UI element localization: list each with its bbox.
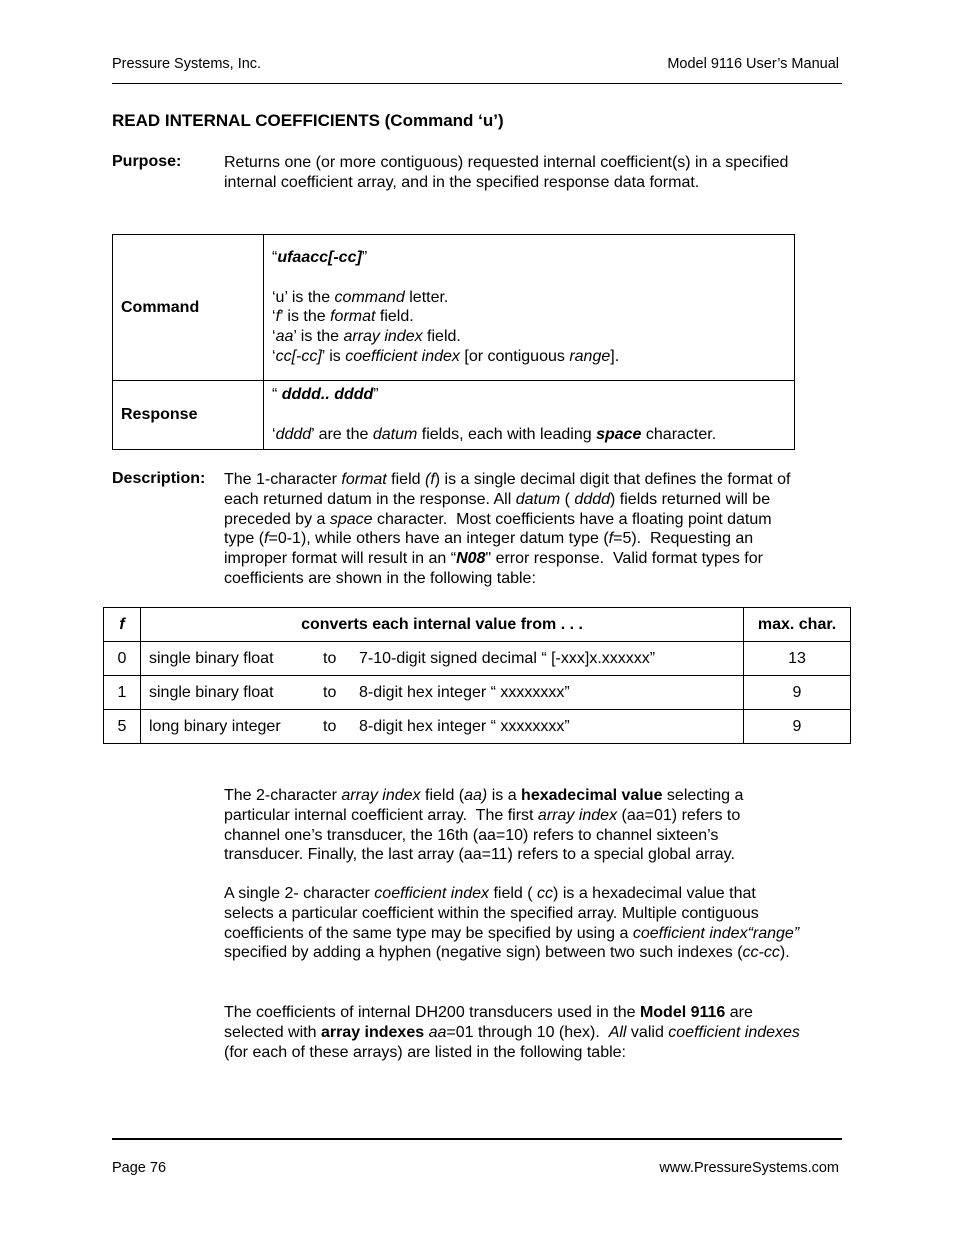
description-line: preceded by a space character. Most coefficients have a floating point datum (224, 510, 772, 528)
command-desc-line: ‘cc[-cc]’ is coefficient index [or contiguous range]. (272, 347, 620, 365)
command-table (112, 234, 795, 450)
paragraph-line: selects a particular coefficient within the specified array. Multiple contiguous (224, 904, 759, 922)
dh200-paragraph (224, 1003, 846, 1062)
header-manual-title: Model 9116 User’s Manual (667, 56, 839, 72)
header-converts: converts each internal value from . . . (141, 608, 744, 642)
paragraph-line: specified by adding a hyphen (negative sign) between two such indexes (cc-cc). (224, 944, 790, 962)
row-max: 9 (744, 676, 851, 710)
response-syntax: dddd.. dddd (277, 386, 374, 403)
row-conversion: long binary integer to 8-digit hex integer “ xxxxxxxx” (141, 710, 744, 744)
description-text (224, 470, 846, 589)
row-f: 1 (104, 676, 141, 710)
paragraph-line: The coefficients of internal DH200 transducers used in the Model 9116 are (224, 1004, 753, 1021)
description-line: type (f=0-1), while others have an integer datum type (f=5). Requesting an (224, 530, 754, 548)
paragraph-line: transducer. Finally, the last array (aa=11) refers to a special global array. (224, 846, 735, 864)
coefficient-index-paragraph (224, 884, 846, 963)
paragraph-line: channel one’s transducer, the 16th (aa=10) refers to channel sixteen’s (224, 826, 719, 844)
header-max-char: max. char. (744, 608, 851, 642)
response-syntax-line: “ dddd.. dddd” (272, 386, 379, 403)
table-row (104, 642, 851, 676)
row-f: 0 (104, 642, 141, 676)
description-line: improper format will result in an “N08" error response. Valid format types for (224, 550, 763, 568)
row-f: 5 (104, 710, 141, 744)
section-title: READ INTERNAL COEFFICIENTS (Command ‘u’) (112, 111, 504, 130)
row-max: 9 (744, 710, 851, 744)
response-desc-line: ‘dddd’ are the datum fields, each with leading space character. (272, 425, 717, 443)
response-label: Response (113, 381, 264, 450)
paragraph-line: particular internal coefficient array. The first array index (aa=01) refers to (224, 806, 741, 824)
paragraph-line: selected with array indexes aa=01 through 10 (hex). All valid coefficient indexes (224, 1023, 800, 1041)
paragraph-line: (for each of these arrays) are listed in the following table: (224, 1043, 626, 1061)
footer-website: www.PressureSystems.com (659, 1160, 839, 1176)
format-table (103, 607, 851, 744)
footer-rule (112, 1138, 842, 1140)
command-syntax-line: “ufaacc[-cc]” (272, 249, 368, 266)
command-desc-line: ‘f’ is the format field. (272, 308, 414, 326)
command-syntax: ufaacc[-cc] (277, 249, 362, 266)
description-line: The 1-character format field (f) is a single decimal digit that defines the format of (224, 471, 791, 488)
description-line: each returned datum in the response. All datum ( dddd) fields returned will be (224, 490, 771, 508)
row-max: 13 (744, 642, 851, 676)
array-index-paragraph (224, 786, 846, 865)
paragraph-line: The 2-character array index field (aa) is a hexadecimal value selecting a (224, 787, 744, 804)
command-row (113, 235, 795, 381)
description-label: Description: (112, 470, 206, 487)
command-cell (264, 235, 795, 381)
command-desc-line: ‘aa’ is the array index field. (272, 328, 461, 346)
paragraph-line: A single 2- character coefficient index field ( cc) is a hexadecimal value that (224, 885, 756, 902)
command-label: Command (113, 235, 264, 381)
row-conversion: single binary float to 8-digit hex integer “ xxxxxxxx” (141, 676, 744, 710)
purpose-label: Purpose: (112, 153, 182, 170)
header-f: f (119, 615, 125, 633)
header-company: Pressure Systems, Inc. (112, 56, 262, 72)
purpose-line: internal coefficient array, and in the specified response data format. (224, 173, 700, 191)
paragraph-line: coefficients of the same type may be specified by using a coefficient index“range” (224, 924, 800, 942)
command-desc-line: ‘u’ is the command letter. (272, 288, 449, 306)
row-conversion: single binary float to 7-10-digit signed decimal “ [-xxx]x.xxxxxx” (141, 642, 744, 676)
purpose-text (224, 153, 846, 193)
response-row (113, 381, 795, 450)
table-row (104, 676, 851, 710)
footer-page-number: Page 76 (112, 1160, 167, 1176)
description-line: coefficients are shown in the following table: (224, 569, 536, 587)
table-row (104, 710, 851, 744)
response-cell (264, 381, 795, 450)
format-table-header (104, 608, 851, 642)
header-rule (112, 83, 842, 84)
purpose-line: Returns one (or more contiguous) requested internal coefficient(s) in a specified (224, 154, 789, 171)
